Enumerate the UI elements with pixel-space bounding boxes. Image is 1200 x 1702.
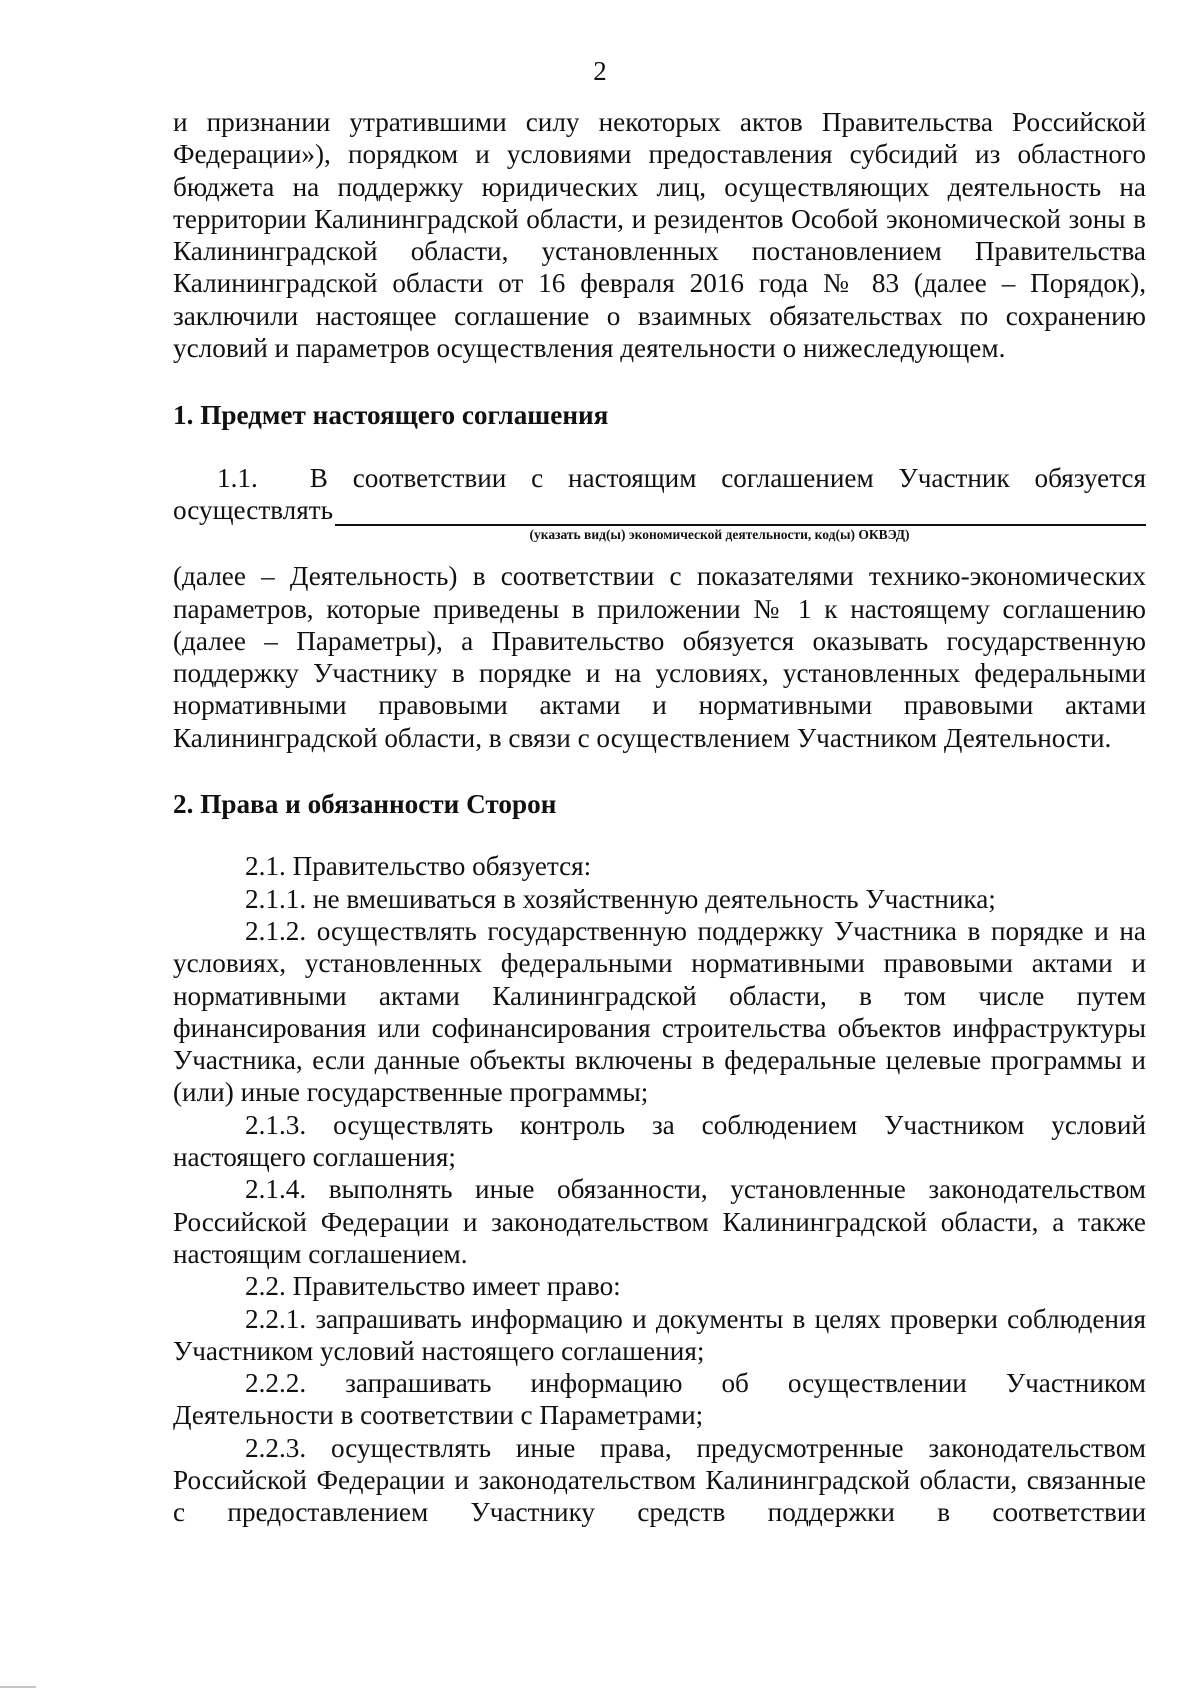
scan-edge-mark — [0, 1686, 36, 1688]
clause-1-1-intro: В соответствии с настоящим соглашением Участник обязуется — [309, 462, 1146, 493]
section-2-heading: 2. Права и обязанности Сторон — [173, 789, 557, 820]
document-body — [173, 106, 1146, 1529]
clause-2-1-3: 2.1.3. осуществлять контроль за соблюдением Участником условий настоящего соглашения; — [173, 1109, 1146, 1173]
clause-1-1-number: 1.1. — [217, 462, 258, 493]
intro-paragraph: и признании утратившими силу некоторых актов Правительства Российской Федерации»), порядком и условиями предоставления субсидий из областного бюджета на поддержку юридических лиц, осуществляющих деятельность на территории Калининградской области, и резидентов Особой экономической зоны в Калининградской области, установленных постановлением Правительства Калининградской области от 16 февраля 2016 года № 83 (далее – Порядок), заключили настоящее соглашение о взаимных обязательствах по сохранению условий и параметров осуществления деятельности о нижеследующем. — [173, 107, 1146, 364]
clause-2-1-4: 2.1.4. выполнять иные обязанности, установленные законодательством Российской Федерации и законодательством Калининградской области, а также настоящим соглашением. — [173, 1174, 1146, 1269]
clause-2-1-2: 2.1.2. осуществлять государственную поддержку Участника в порядке и на условиях, установленных федеральными нормативными правовыми актами и нормативными актами Калининградской области, в том числе путем финансирования или софинансирования строительства объектов инфраструктуры Участника, если данные объекты включены в федеральные целевые программы и (или) иные государственные программы; — [173, 915, 1146, 1108]
activity-fill-row — [173, 494, 1146, 526]
activity-fill-line — [335, 498, 1146, 526]
clause-1-1-line — [173, 462, 1146, 494]
clause-1-1-verb: осуществлять — [173, 494, 334, 525]
clause-1-1-continuation: (далее – Деятельность) в соответствии с показателями технико-экономических параметров, которые приведены в приложении № 1 к настоящему соглашению (далее – Параметры), а Правительство обязуется оказывать государственную поддержку Участнику в порядке и на условиях, установленных федеральными нормативными правовыми актами и нормативными правовыми актами Калининградской области, в связи с осуществлением Участником Деятельности. — [173, 561, 1146, 753]
clause-2-1: 2.1. Правительство обязуется: — [245, 851, 592, 882]
activity-fill-hint: (указать вид(ы) экономической деятельности, код(ы) ОКВЭД) — [529, 527, 910, 543]
clause-2-2-1: 2.2.1. запрашивать информацию и документы в целях проверки соблюдения Участником условий настоящего соглашения; — [173, 1303, 1146, 1366]
page-number: 2 — [593, 56, 607, 86]
clause-2-2-2: 2.2.2. запрашивать информацию об осуществлении Участником Деятельности в соответствии с Параметрами; — [173, 1368, 1146, 1431]
clause-2-2-3: 2.2.3. осуществлять иные права, предусмотренные законодательством Российской Федерации и законодательством Калининградской области, связанные с предоставлением Участнику средств поддержки в соответствии — [173, 1432, 1146, 1528]
clause-2-1-1: 2.1.1. не вмешиваться в хозяйственную деятельность Участника; — [245, 883, 996, 914]
section-1-heading: 1. Предмет настоящего соглашения — [173, 400, 609, 431]
clause-2-2: 2.2. Правительство имеет право: — [245, 1271, 621, 1302]
